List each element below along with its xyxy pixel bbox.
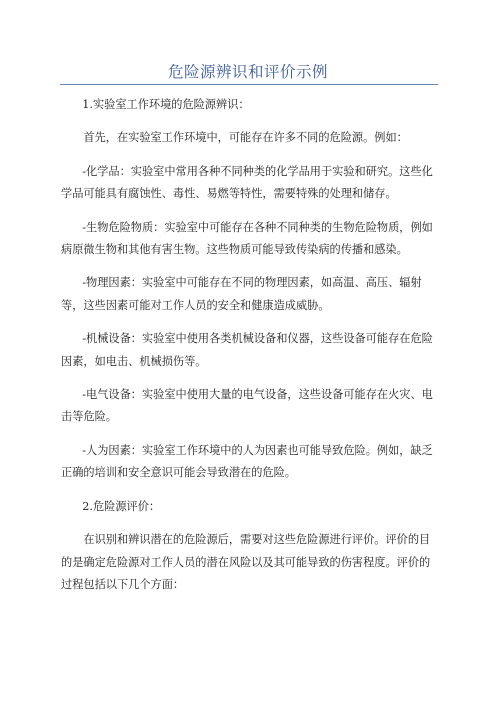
section-heading-hazard-evaluation: 2.危险源评价： — [82, 499, 161, 513]
list-item-mechanical-equipment: -机械设备：实验室中使用各类机械设备和仪器，这些设备可能存在危险因素，如电击、机械损伤等。 — [61, 332, 433, 368]
paragraph-intro: 首先，在实验室工作环境中，可能存在许多不同的危险源。例如： — [83, 131, 408, 145]
list-item-electrical-equipment: -电气设备：实验室中使用大量的电气设备，这些设备可能存在火灾、电击等危险。 — [61, 388, 433, 424]
section-heading-hazard-identification: 1.实验室工作环境的危险源辨识： — [82, 98, 250, 111]
list-item-human-factors: -人为因素：实验室工作环境中的人为因素也可能导致危险。例如，缺乏正确的培训和安全意识可能会导致潜在的危险。 — [61, 443, 433, 480]
paragraph-evaluation: 在识别和辨识潜在的危险源后，需要对这些危险源进行评价。评价的目的是确定危险源对工作人员的潜在风险以及其可能导致的伤害程度。评价的过程包括以下几个方面： — [61, 533, 431, 591]
list-item-biohazards: -生物危险物质：实验室中可能存在各种不同种类的生物危险物质，例如病原微生物和其他有害生物。这些物质可能导致传染病的传播和感染。 — [61, 220, 433, 257]
list-item-physical-factors: -物理因素：实验室中可能存在不同的物理因素，如高温、高压、辐射等，这些因素可能对工作人员的安全和健康造成威胁。 — [61, 276, 422, 312]
document-title: 危险源辨识和评价示例 — [167, 63, 328, 81]
list-item-chemicals: -化学品：实验室中常用各种不同种类的化学品用于实验和研究。这些化学品可能具有腐蚀性、毒性、易燃等特性，需要特殊的处理和储存。 — [61, 164, 433, 201]
title-underline — [60, 84, 438, 85]
document-body — [61, 94, 441, 607]
